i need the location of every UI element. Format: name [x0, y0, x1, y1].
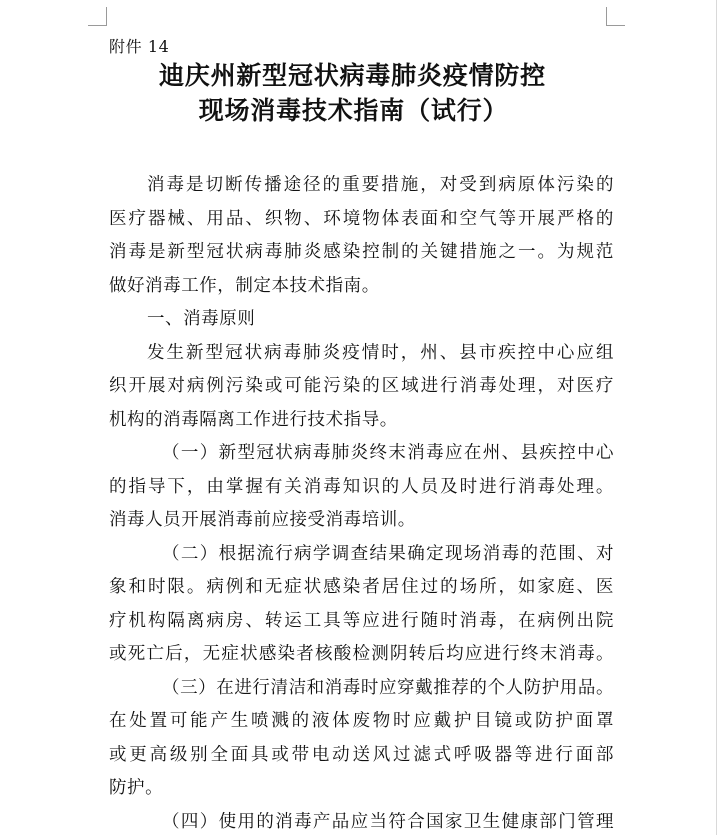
paragraph-line: （三）在进行清洁和消毒时应穿戴推荐的个人防护用品。 — [109, 672, 614, 706]
attachment-label: 附件 14 — [109, 37, 169, 57]
paragraph-line: 发生新型冠状病毒肺炎疫情时，州、县市疾控中心应组 — [109, 337, 614, 371]
paragraph-line: 消毒人员开展消毒前应接受消毒培训。 — [109, 504, 614, 538]
crop-mark-top-right — [606, 7, 625, 26]
document-title-line-1: 迪庆州新型冠状病毒肺炎疫情防控 — [0, 61, 711, 91]
paragraph-line: （四）使用的消毒产品应当符合国家卫生健康部门管理 — [109, 806, 614, 839]
paragraph-line: 防护。 — [109, 772, 614, 806]
paragraph-line: 或死亡后，无症状感染者核酸检测阴转后均应进行终末消毒。 — [109, 638, 614, 672]
paragraph-line: 医疗器械、用品、织物、环境物体表面和空气等开展严格的 — [109, 203, 614, 237]
paragraph-line: 消毒是新型冠状病毒肺炎感染控制的关键措施之一。为规范 — [109, 236, 614, 270]
paragraph-line: 机构的消毒隔离工作进行技术指导。 — [109, 404, 614, 438]
document-title-line-2: 现场消毒技术指南（试行） — [0, 96, 712, 126]
paragraph-line: 织开展对病例污染或可能污染的区域进行消毒处理，对医疗 — [109, 370, 614, 404]
paragraph-line: （二）根据流行病学调查结果确定现场消毒的范围、对 — [109, 538, 614, 572]
paragraph-line: 疗机构隔离病房、转运工具等应进行随时消毒，在病例出院 — [109, 605, 614, 639]
crop-mark-top-left — [88, 7, 107, 26]
section-heading: 一、消毒原则 — [109, 303, 614, 337]
paragraph-line: 在处置可能产生喷溅的液体废物时应戴护目镜或防护面罩 — [109, 705, 614, 739]
document-body — [109, 169, 614, 839]
paragraph-line: （一）新型冠状病毒肺炎终末消毒应在州、县疾控中心 — [109, 437, 614, 471]
paragraph-line: 做好消毒工作，制定本技术指南。 — [109, 270, 614, 304]
paragraph-line: 象和时限。病例和无症状感染者居住过的场所，如家庭、医 — [109, 571, 614, 605]
paragraph-line: 消毒是切断传播途径的重要措施，对受到病原体污染的 — [109, 169, 614, 203]
paragraph-line: 或更高级别全面具或带电动送风过滤式呼吸器等进行面部 — [109, 739, 614, 773]
paragraph-line: 的指导下，由掌握有关消毒知识的人员及时进行消毒处理。 — [109, 471, 614, 505]
